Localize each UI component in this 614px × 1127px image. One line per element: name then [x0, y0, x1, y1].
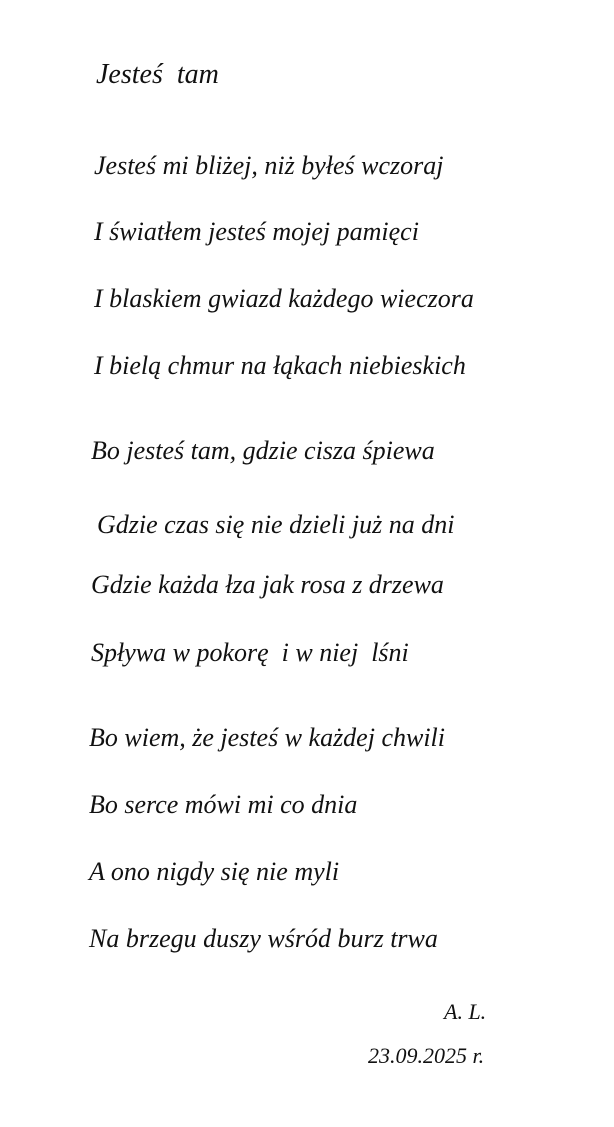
poem-line: I bielą chmur na łąkach niebieskich [94, 351, 466, 380]
signature-date: 23.09.2025 r. [368, 1043, 485, 1068]
signature-initials: A. L. [444, 999, 487, 1024]
poem-line: A ono nigdy się nie myli [89, 857, 340, 886]
poem-line: Bo jesteś tam, gdzie cisza śpiewa [91, 436, 435, 465]
poem-line: I światłem jesteś mojej pamięci [94, 217, 419, 246]
poem-line: Bo wiem, że jesteś w każdej chwili [89, 723, 446, 752]
poem-line: Gdzie każda łza jak rosa z drzewa [91, 570, 444, 599]
poem-line: Jesteś mi bliżej, niż byłeś wczoraj [94, 151, 444, 180]
poem-title: Jesteś tam [96, 59, 219, 90]
poem-line: Na brzegu duszy wśród burz trwa [89, 924, 438, 953]
poem-line: Spływa w pokorę i w niej lśni [91, 638, 409, 667]
poem-line: Gdzie czas się nie dzieli już na dni [97, 510, 455, 539]
poem-line: I blaskiem gwiazd każdego wieczora [94, 284, 474, 313]
poem-line: Bo serce mówi mi co dnia [89, 790, 358, 819]
